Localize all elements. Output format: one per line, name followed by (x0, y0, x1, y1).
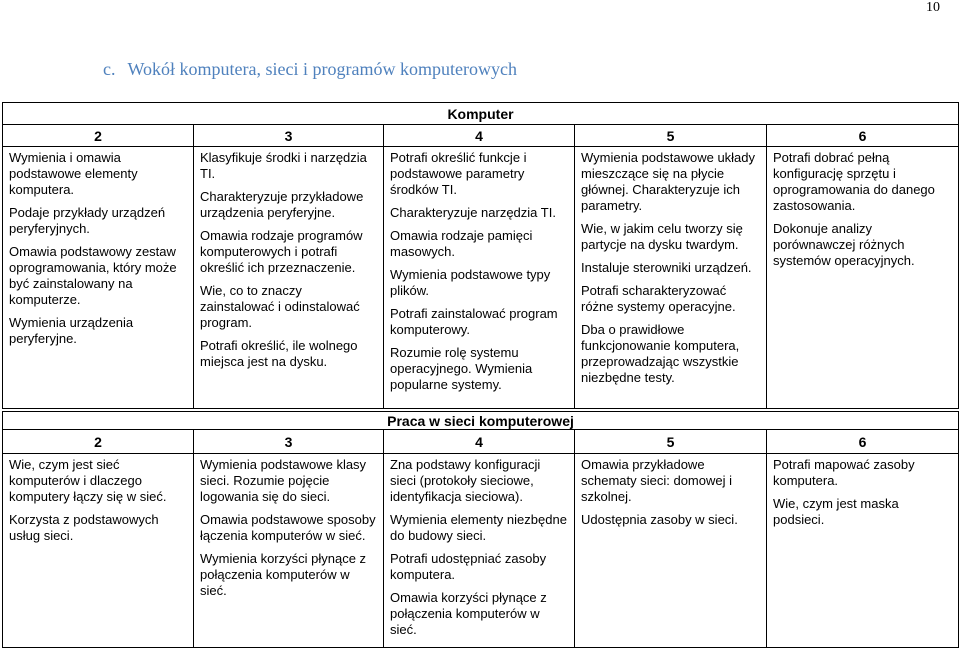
grade-header: 5 (575, 430, 767, 454)
grade-cell (767, 147, 959, 409)
requirement-item: Omawia podstawowy zestaw oprogramowania, który może być zainstalowany na komputerze. (9, 244, 177, 307)
requirement-item: Omawia rodzaje pamięci masowych. (390, 228, 533, 259)
requirement-item: Podaje przykłady urządzeń peryferyjnych. (9, 205, 166, 236)
grade-header: 5 (575, 125, 767, 147)
section-letter: c. (103, 59, 116, 79)
requirement-item: Wie, czym jest maska podsieci. (773, 496, 899, 527)
requirement-item: Omawia rodzaje programów komputerowych i potrafi określić ich przeznaczenie. (200, 228, 363, 275)
grade-header: 4 (384, 430, 575, 454)
grade-header: 2 (3, 430, 194, 454)
requirement-item: Wie, w jakim celu tworzy się partycje na dysku twardym. (581, 221, 743, 252)
requirement-item: Charakteryzuje narzędzia TI. (390, 205, 556, 220)
requirement-item: Potrafi mapować zasoby komputera. (773, 457, 915, 488)
requirement-item: Potrafi określić funkcje i podstawowe parametry środków TI. (390, 150, 527, 197)
requirement-item: Instaluje sterowniki urządzeń. (581, 260, 752, 275)
page-number: 10 (926, 0, 940, 15)
requirement-item: Wymienia podstawowe układy mieszczące się na płycie głównej. Charakteryzuje ich parametry. (581, 150, 756, 213)
requirement-item: Wie, czym jest sieć komputerów i dlaczego komputery łączy się w sieć. (9, 457, 167, 504)
requirement-item: Potrafi dobrać pełną konfigurację sprzętu i oprogramowania do danego zastosowania. (773, 150, 935, 213)
grade-cell (194, 147, 384, 409)
requirement-item: Omawia podstawowe sposoby łączenia komputerów w sieć. (200, 512, 376, 543)
requirement-item: Omawia przykładowe schematy sieci: domowej i szkolnej. (581, 457, 732, 504)
requirement-item: Potrafi udostępniać zasoby komputera. (390, 551, 547, 582)
grade-cell (384, 147, 575, 409)
requirement-item: Dba o prawidłowe funkcjonowanie komputera, przeprowadzając wszystkie niezbędne testy. (581, 322, 740, 385)
requirement-item: Potrafi scharakteryzować różne systemy operacyjne. (581, 283, 736, 314)
grade-cell (767, 454, 959, 648)
requirement-item: Wymienia urządzenia peryferyjne. (9, 315, 134, 346)
requirement-item: Wymienia i omawia podstawowe elementy komputera. (9, 150, 138, 197)
requirement-item: Korzysta z podstawowych usług sieci. (9, 512, 159, 543)
grade-cell (384, 454, 575, 648)
table-title: Komputer (3, 103, 959, 125)
requirement-item: Charakteryzuje przykładowe urządzenia peryferyjne. (200, 189, 364, 220)
grade-cell (3, 454, 194, 648)
requirement-item: Klasyfikuje środki i narzędzia TI. (200, 150, 367, 181)
requirement-item: Potrafi zainstalować program komputerowy. (390, 306, 558, 337)
section-heading (103, 59, 517, 80)
requirement-item: Wymienia podstawowe klasy sieci. Rozumie pojęcie logowania się do sieci. (200, 457, 367, 504)
requirement-item: Potrafi określić, ile wolnego miejsca jest na dysku. (200, 338, 358, 369)
grade-header: 2 (3, 125, 194, 147)
table-komputer (2, 102, 959, 409)
requirement-item: Dokonuje analizy porównawczej różnych systemów operacyjnych. (773, 221, 915, 268)
requirement-item: Wie, co to znaczy zainstalować i odinstalować program. (200, 283, 360, 330)
grade-header: 3 (194, 430, 384, 454)
requirement-item: Wymienia korzyści płynące z połączenia komputerów w sieć. (200, 551, 367, 598)
requirement-item: Rozumie rolę systemu operacyjnego. Wymienia popularne systemy. (390, 345, 533, 392)
grade-header: 6 (767, 430, 959, 454)
grade-cell (3, 147, 194, 409)
grade-cell (575, 454, 767, 648)
requirement-item: Wymienia podstawowe typy plików. (390, 267, 551, 298)
grade-header: 3 (194, 125, 384, 147)
grade-header: 4 (384, 125, 575, 147)
requirement-item: Omawia korzyści płynące z połączenia komputerów w sieć. (390, 590, 547, 637)
grade-cell (575, 147, 767, 409)
requirement-item: Udostępnia zasoby w sieci. (581, 512, 738, 527)
section-title: Wokół komputera, sieci i programów komputerowych (127, 59, 517, 79)
grade-header: 6 (767, 125, 959, 147)
requirement-item: Zna podstawy konfiguracji sieci (protokoły sieciowe, identyfikacja sieciowa). (390, 457, 541, 504)
requirement-item: Wymienia elementy niezbędne do budowy sieci. (390, 512, 567, 543)
table-praca-w-sieci (2, 411, 959, 648)
grade-cell (194, 454, 384, 648)
table-title: Praca w sieci komputerowej (3, 412, 959, 430)
